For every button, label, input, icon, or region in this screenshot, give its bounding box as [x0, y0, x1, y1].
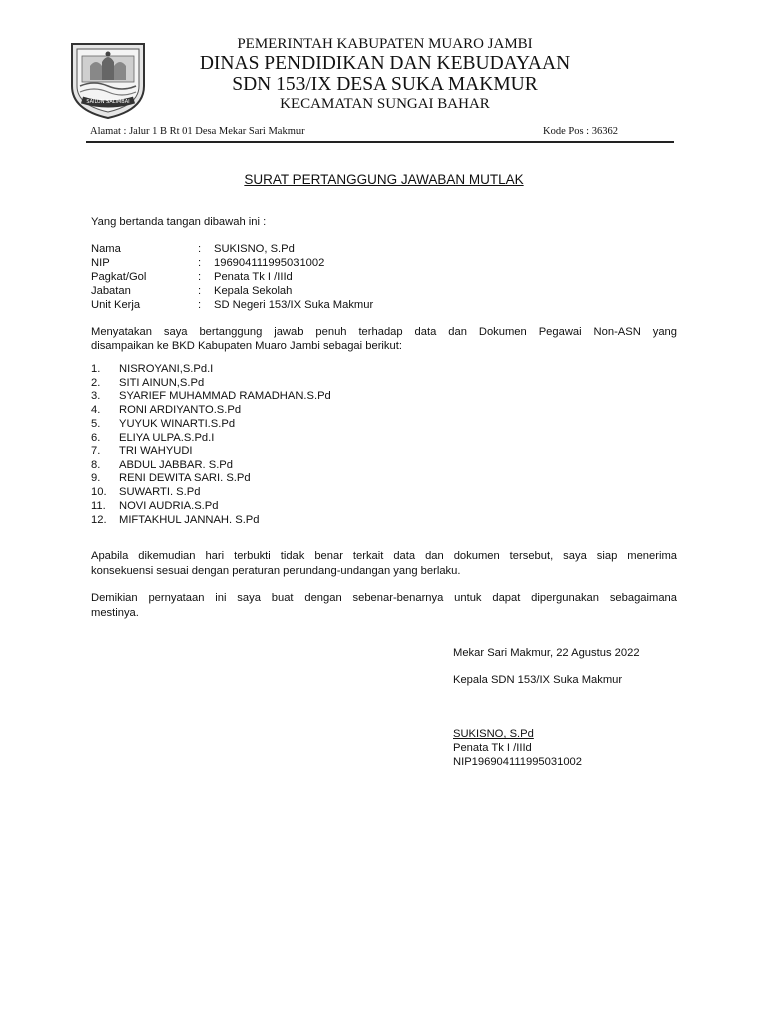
letterhead-divider	[86, 141, 674, 143]
closing-line-2: mestinya.	[91, 607, 139, 619]
letterhead-department: DINAS PENDIDIKAN DAN KEBUDAYAAN	[199, 53, 571, 74]
letterhead-school: SDN 153/IX DESA SUKA MAKMUR	[232, 74, 538, 95]
signature-position: Kepala SDN 153/IX Suka Makmur	[453, 674, 623, 686]
svg-text:SAILUN SALIMBAI: SAILUN SALIMBAI	[86, 99, 130, 105]
letter-page: SAILUN SALIMBAI PEMERINTAH KABUPATEN MUARO JAMBI DINAS PENDIDIKAN DAN KEBUDAYAAN SDN 153/IX DESA SUKA MAKMUR KECAMATAN SUNGAI BAHAR Alamat : Jalur 1 B Rt 01 Desa Mekar Sari Makmur Kode Pos : 36362 SURAT PERTANGGUNG JAWABAN MUTLAK Yang bertanda tangan dibawah ini : Nama : SUKISNO, S.Pd NIP : 196904111995031002 Pagkat/Gol : Penata Tk I /IIId Jabatan : Kepala Sekolah Unit Kerja : SD Negeri 153/IX Suka Makmur Menyatakan saya bertanggung jawab penuh terhadap data dan Dokumen Pegawai Non-ASN yang disampaikan ke BKD Kabupaten Muaro Jambi sebagai berikut: 1. NISROYANI,S.Pd.I 2. SITI AINUN,S.Pd 3. SYARIEF MUHAMMAD RAMADHAN.S.Pd 4. RONI ARDIYANTO.S.Pd 5. YUYUK WINARTI.S.Pd 6. ELIYA ULPA.S.Pd.I 7. TRI WAHYUDI 8. ABDUL JABBAR. S.Pd 9. RENI DEWITA SARI. S.Pd 10. SUWARTI. S.Pd 11. NOVI AUDRIA.S.Pd 12. MIFTAKHUL JANNAH. S.Pd Apabila dikemudian hari terbukti tidak benar terkait data dan dokumen tersebut, saya siap menerima konsekuensi sesuai dengan peraturan perundang-undangan yang berlaku. Demikian pernyataan ini saya buat dengan sebenar-benarnya untuk dapat dipergunakan sebagaimana mestinya. Mekar Sari Makmur, 22 Agustus 2022 Kepala SDN 153/IX Suka Makmur SUKISNO, S.Pd Penata Tk I /IIId NIP196904111995031002	[0, 0, 768, 1024]
consequence-line-1: Apabila dikemudian hari terbukti tidak benar terkait data dan dokumen tersebut, saya siap menerima	[91, 550, 677, 562]
closing-line-1: Demikian pernyataan ini saya buat dengan sebenar-benarnya untuk dapat dipergunakan sebagaimana	[91, 592, 677, 604]
letter-title: SURAT PERTANGGUNG JAWABAN MUTLAK	[244, 172, 524, 187]
signature-place-date: Mekar Sari Makmur, 22 Agustus 2022	[453, 647, 640, 659]
statement-line-1: Menyatakan saya bertanggung jawab penuh terhadap data dan Dokumen Pegawai Non-ASN yang	[91, 326, 677, 338]
signatory-rank: Penata Tk I /IIId	[453, 742, 532, 754]
letterhead-address: Alamat : Jalur 1 B Rt 01 Desa Mekar Sari Makmur	[90, 126, 305, 137]
regency-emblem-logo	[66, 36, 150, 120]
intro-text: Yang bertanda tangan dibawah ini :	[91, 216, 267, 228]
statement-line-2: disampaikan ke BKD Kabupaten Muaro Jambi sebagai berikut:	[91, 340, 402, 352]
consequence-line-2: konsekuensi sesuai dengan peraturan perundang-undangan yang berlaku.	[91, 565, 461, 577]
letterhead-district: KECAMATAN SUNGAI BAHAR	[280, 96, 490, 112]
letterhead-postal-code: Kode Pos : 36362	[543, 126, 618, 137]
signatory-name: SUKISNO, S.Pd	[453, 728, 534, 740]
letterhead-government: PEMERINTAH KABUPATEN MUARO JAMBI	[237, 36, 533, 52]
signatory-nip: NIP196904111995031002	[453, 756, 582, 768]
